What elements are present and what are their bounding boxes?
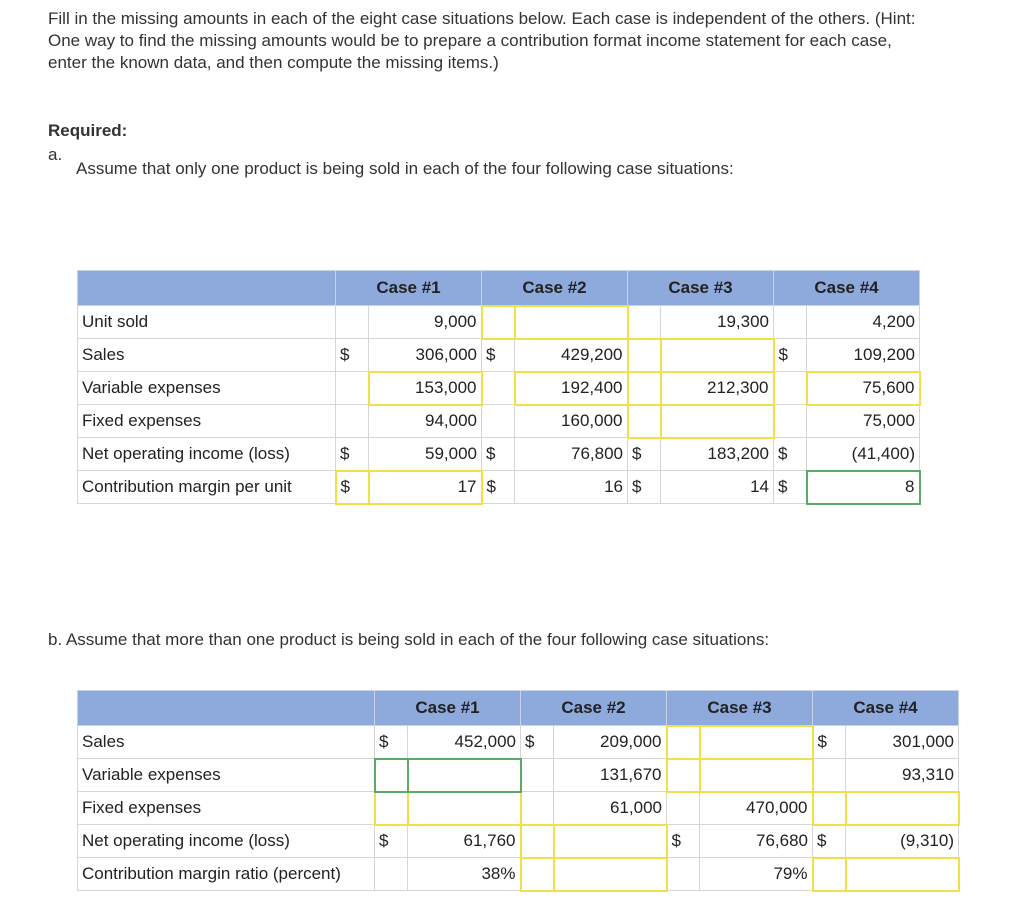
currency-symbol: $ xyxy=(667,825,700,858)
header-case-3: Case #3 xyxy=(628,271,774,306)
currency-input[interactable] xyxy=(375,759,408,792)
currency-symbol: $ xyxy=(336,438,369,471)
header-blank-cell xyxy=(78,271,336,306)
currency-symbol: $ xyxy=(336,339,369,372)
header-blank-cell xyxy=(78,691,375,726)
value-cell: 38% xyxy=(408,858,521,891)
answer-input[interactable]: 17 xyxy=(369,471,482,504)
table-row xyxy=(78,792,959,825)
answer-input[interactable] xyxy=(661,405,774,438)
answer-input[interactable] xyxy=(700,726,813,759)
currency-input[interactable] xyxy=(667,759,700,792)
currency-symbol xyxy=(774,306,807,339)
part-a-instructions: Assume that only one product is being sold in each of the four following case situations: xyxy=(76,159,734,178)
value-cell: 94,000 xyxy=(369,405,482,438)
table-row xyxy=(78,471,920,504)
header-case-4: Case #4 xyxy=(813,691,959,726)
value-cell: 183,200 xyxy=(661,438,774,471)
table-row xyxy=(78,372,920,405)
currency-symbol: $ xyxy=(774,339,807,372)
row-label: Sales xyxy=(78,339,336,372)
header-case-3: Case #3 xyxy=(667,691,813,726)
currency-symbol: $ xyxy=(628,438,661,471)
currency-symbol: $ xyxy=(482,471,515,504)
answer-input[interactable]: 75,600 xyxy=(807,372,920,405)
answer-input[interactable] xyxy=(846,792,959,825)
value-cell: 452,000 xyxy=(408,726,521,759)
row-label: Sales xyxy=(78,726,375,759)
part-b-table xyxy=(77,690,960,892)
value-cell: 76,680 xyxy=(700,825,813,858)
value-cell: 160,000 xyxy=(515,405,628,438)
currency-symbol xyxy=(521,759,554,792)
answer-input[interactable] xyxy=(700,759,813,792)
value-cell: (41,400) xyxy=(807,438,920,471)
value-cell: 14 xyxy=(661,471,774,504)
value-cell: 59,000 xyxy=(369,438,482,471)
header-case-2: Case #2 xyxy=(482,271,628,306)
row-label: Net operating income (loss) xyxy=(78,438,336,471)
table-row xyxy=(78,405,920,438)
currency-symbol xyxy=(336,372,369,405)
currency-symbol: $ xyxy=(774,471,807,504)
table-row xyxy=(78,726,959,759)
currency-symbol xyxy=(482,372,515,405)
currency-symbol: $ xyxy=(521,726,554,759)
currency-input[interactable] xyxy=(482,306,515,339)
currency-symbol xyxy=(521,792,554,825)
row-label: Fixed expenses xyxy=(78,792,375,825)
value-cell: 9,000 xyxy=(369,306,482,339)
header-case-4: Case #4 xyxy=(774,271,920,306)
value-cell: 19,300 xyxy=(661,306,774,339)
value-cell: 301,000 xyxy=(846,726,959,759)
value-cell: 61,760 xyxy=(408,825,521,858)
currency-symbol xyxy=(336,306,369,339)
answer-input[interactable] xyxy=(408,759,521,792)
value-cell: 4,200 xyxy=(807,306,920,339)
answer-input[interactable]: 153,000 xyxy=(369,372,482,405)
answer-input[interactable] xyxy=(554,825,667,858)
answer-input[interactable] xyxy=(515,306,628,339)
header-case-1: Case #1 xyxy=(336,271,482,306)
answer-input[interactable]: 192,400 xyxy=(515,372,628,405)
row-label: Variable expenses xyxy=(78,759,375,792)
table-header-row xyxy=(78,691,959,726)
header-case-2: Case #2 xyxy=(521,691,667,726)
instructions-text: Fill in the missing amounts in each of the eight case situations below. Each case is independent of the others. (Hint: One way to find the missing amounts would be to prepare a contribution format income statement for each case, enter the known data, and then compute the missing items.) xyxy=(48,9,916,72)
currency-input[interactable] xyxy=(667,726,700,759)
currency-symbol: $ xyxy=(482,438,515,471)
currency-symbol: $ xyxy=(375,825,408,858)
currency-symbol: $ xyxy=(628,471,661,504)
value-cell: 131,670 xyxy=(554,759,667,792)
currency-input[interactable] xyxy=(375,792,408,825)
currency-symbol xyxy=(774,372,807,405)
value-cell: 209,000 xyxy=(554,726,667,759)
currency-input[interactable]: $ xyxy=(336,471,369,504)
answer-input[interactable] xyxy=(846,858,959,891)
row-label: Unit sold xyxy=(78,306,336,339)
table-header-row xyxy=(78,271,920,306)
answer-input[interactable]: 212,300 xyxy=(661,372,774,405)
currency-symbol: $ xyxy=(813,825,846,858)
row-label: Fixed expenses xyxy=(78,405,336,438)
currency-symbol xyxy=(667,792,700,825)
answer-input[interactable] xyxy=(554,858,667,891)
value-cell: 93,310 xyxy=(846,759,959,792)
row-label: Contribution margin per unit xyxy=(78,471,336,504)
currency-symbol xyxy=(336,405,369,438)
header-case-1: Case #1 xyxy=(375,691,521,726)
answer-input[interactable]: 8 xyxy=(807,471,920,504)
value-cell: 61,000 xyxy=(554,792,667,825)
currency-symbol xyxy=(628,372,661,405)
currency-input[interactable] xyxy=(521,858,554,891)
table-row xyxy=(78,825,959,858)
value-cell: 79% xyxy=(700,858,813,891)
row-label: Variable expenses xyxy=(78,372,336,405)
table-row xyxy=(78,438,920,471)
value-cell: 75,000 xyxy=(807,405,920,438)
value-cell: 16 xyxy=(515,471,628,504)
row-label: Contribution margin ratio (percent) xyxy=(78,858,375,891)
currency-input[interactable] xyxy=(628,405,661,438)
currency-symbol: $ xyxy=(774,438,807,471)
part-a-letter: a. xyxy=(48,145,63,164)
answer-input[interactable] xyxy=(408,792,521,825)
table-row xyxy=(78,858,959,891)
value-cell: (9,310) xyxy=(846,825,959,858)
currency-symbol: $ xyxy=(375,726,408,759)
table-row xyxy=(78,759,959,792)
value-cell: 109,200 xyxy=(807,339,920,372)
currency-input[interactable] xyxy=(813,792,846,825)
value-cell: 429,200 xyxy=(515,339,628,372)
currency-input[interactable] xyxy=(813,858,846,891)
row-label: Net operating income (loss) xyxy=(78,825,375,858)
currency-symbol: $ xyxy=(482,339,515,372)
currency-symbol xyxy=(628,306,661,339)
currency-input[interactable] xyxy=(521,825,554,858)
value-cell: 470,000 xyxy=(700,792,813,825)
table-row xyxy=(78,306,920,339)
currency-symbol xyxy=(667,858,700,891)
value-cell: 306,000 xyxy=(369,339,482,372)
required-heading: Required: xyxy=(48,121,128,140)
value-cell: 76,800 xyxy=(515,438,628,471)
currency-input[interactable] xyxy=(628,339,661,372)
currency-symbol xyxy=(813,759,846,792)
answer-input[interactable] xyxy=(661,339,774,372)
currency-symbol: $ xyxy=(813,726,846,759)
part-b-instructions: b. Assume that more than one product is being sold in each of the four following case situations: xyxy=(48,630,770,649)
part-a-table xyxy=(77,270,921,505)
currency-symbol xyxy=(774,405,807,438)
currency-symbol xyxy=(375,858,408,891)
table-row xyxy=(78,339,920,372)
currency-symbol xyxy=(482,405,515,438)
